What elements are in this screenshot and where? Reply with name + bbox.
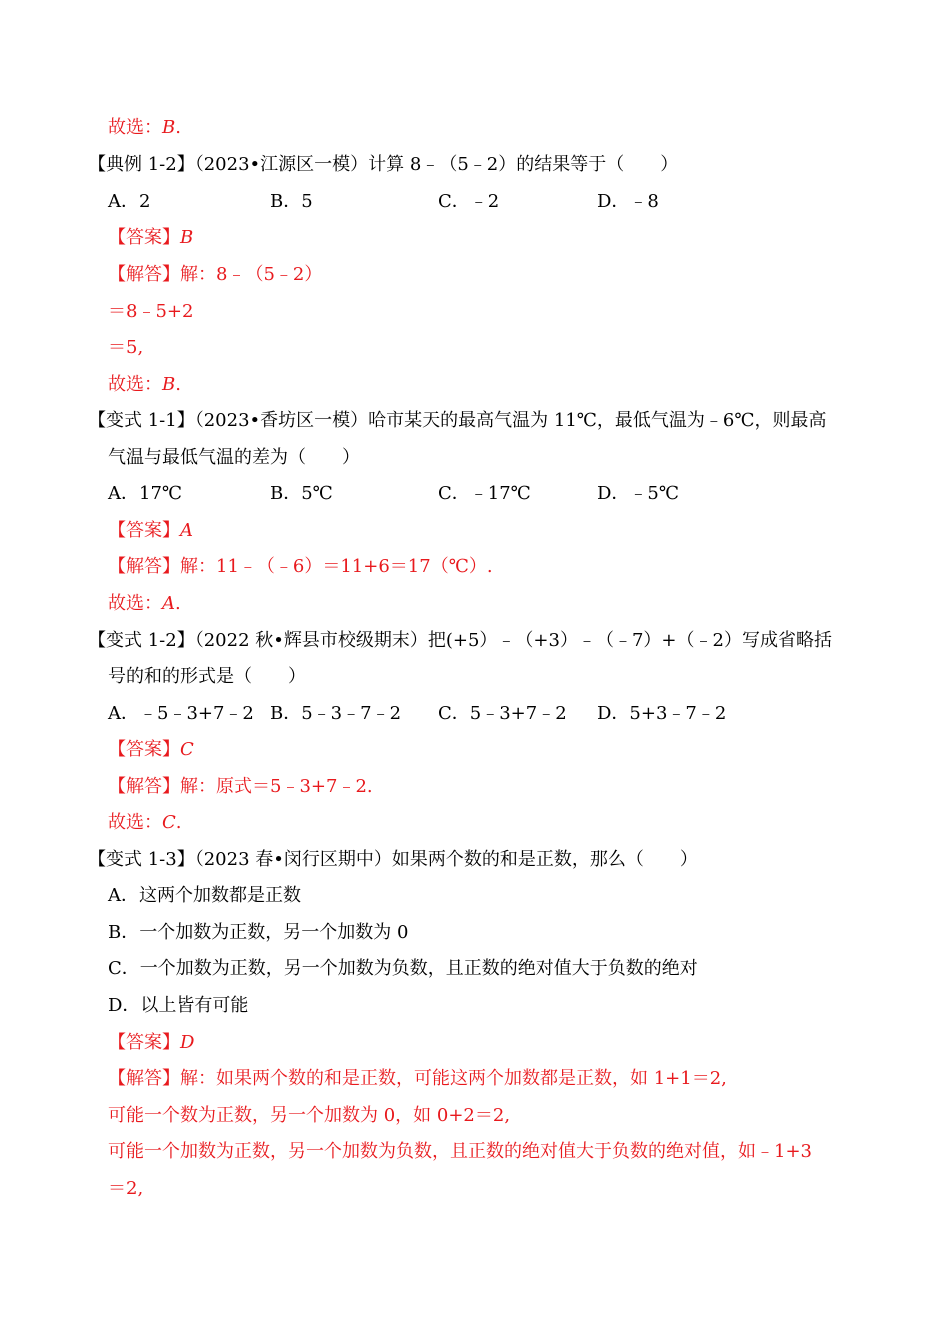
- q3-stem: [88, 629, 832, 653]
- q2-stem: [88, 409, 827, 433]
- choice-value: B: [162, 117, 176, 138]
- choice-prefix: 故选：: [108, 593, 162, 614]
- q2-option-b: B．5℃: [270, 483, 333, 504]
- q1-stem: [88, 153, 678, 177]
- solution-line: 解：如果两个数的和是正数，可能这两个加数都是正数，如 1+1＝2,: [180, 1068, 727, 1089]
- q1-answer: [108, 226, 193, 250]
- prev-choice: [108, 116, 181, 140]
- q2-option-d: D．﹣5℃: [597, 483, 680, 504]
- q4-solution-line-3: 可能一个加数为正数，另一个加数为负数，且正数的绝对值大于负数的绝对值，如﹣1+3: [108, 1141, 812, 1162]
- q3-label: 【变式 1-2】: [88, 630, 195, 651]
- q3-option-b: B．5﹣3﹣7﹣2: [270, 703, 402, 724]
- q3-solution: [108, 775, 373, 799]
- q2-solution: [108, 555, 493, 579]
- answer-label: 【答案】: [108, 227, 180, 248]
- choice-suffix: .: [175, 812, 182, 833]
- solution-line: 解：8﹣（5﹣2）: [180, 264, 323, 285]
- q4-option-c: C．一个加数为正数，另一个加数为负数，且正数的绝对值大于负数的绝对: [108, 958, 698, 979]
- q2-choice: [108, 592, 181, 616]
- solution-label: 【解答】: [108, 776, 180, 797]
- answer-value: C: [180, 739, 194, 760]
- solution-label: 【解答】: [108, 1068, 180, 1089]
- answer-label: 【答案】: [108, 739, 180, 760]
- solution-label: 【解答】: [108, 264, 180, 285]
- answer-value: B: [180, 227, 194, 248]
- choice-value: A: [162, 593, 175, 614]
- q4-label: 【变式 1-3】: [88, 849, 195, 870]
- q1-text: （2023•江源区一模）计算 8﹣（5﹣2）的结果等于（ ）: [194, 154, 679, 175]
- q2-text-line-1: （2023•香坊区一模）哈市某天的最高气温为 11℃，最低气温为﹣6℃，则最高: [194, 410, 827, 431]
- q4-solution-line-4: ＝2,: [108, 1178, 144, 1199]
- q4-text: （2023 春•闵行区期中）如果两个数的和是正数，那么（ ）: [194, 849, 698, 870]
- q4-solution-line-2: 可能一个数为正数，另一个加数为 0，如 0+2＝2,: [108, 1105, 511, 1126]
- q4-solution: [108, 1067, 727, 1091]
- choice-prefix: 故选：: [108, 812, 162, 833]
- q1-solution-line-3: ＝5,: [108, 337, 144, 358]
- q2-label: 【变式 1-1】: [88, 410, 195, 431]
- q2-answer: [108, 519, 193, 543]
- answer-value: D: [180, 1032, 195, 1053]
- q3-stem-line-2: 号的和的形式是（ ）: [108, 666, 306, 687]
- solution-text: 解：11﹣（﹣6）＝11+6＝17（℃）.: [180, 556, 493, 577]
- q1-option-b: B．5: [270, 191, 313, 212]
- solution-label: 【解答】: [108, 556, 180, 577]
- q4-option-a: A．这两个加数都是正数: [108, 885, 301, 906]
- q1-option-d: D．﹣8: [597, 191, 659, 212]
- q4-answer: [108, 1031, 194, 1055]
- q4-option-d: D．以上皆有可能: [108, 995, 249, 1016]
- q3-option-a: A．﹣5﹣3+7﹣2: [108, 703, 254, 724]
- q1-solution: [108, 263, 322, 287]
- q1-solution-line-2: ＝8﹣5+2: [108, 301, 194, 322]
- choice-value: B: [162, 374, 176, 395]
- q1-choice: [108, 373, 181, 397]
- choice-prefix: 故选：: [108, 374, 162, 395]
- choice-suffix: .: [175, 593, 181, 614]
- q2-option-c: C．﹣17℃: [438, 483, 531, 504]
- q3-answer: [108, 738, 194, 762]
- q4-option-b: B．一个加数为正数，另一个加数为 0: [108, 922, 409, 943]
- answer-value: A: [180, 520, 193, 541]
- answer-label: 【答案】: [108, 520, 180, 541]
- q2-stem-line-2: 气温与最低气温的差为（ ）: [108, 447, 360, 468]
- choice-suffix: .: [175, 117, 181, 138]
- solution-text: 解：原式＝5﹣3+7﹣2.: [180, 776, 373, 797]
- q3-choice: [108, 811, 182, 835]
- choice-suffix: .: [175, 374, 181, 395]
- q3-text-line-1: （2022 秋•辉县市校级期末）把(+5）﹣（+3）﹣（﹣7）+（﹣2）写成省略括: [194, 630, 832, 651]
- q3-option-d: D．5+3﹣7﹣2: [597, 703, 727, 724]
- q1-option-a: A．2: [108, 191, 151, 212]
- q3-option-c: C．5﹣3+7﹣2: [438, 703, 567, 724]
- q4-stem: [88, 848, 698, 872]
- q1-option-c: C．﹣2: [438, 191, 500, 212]
- q1-label: 【典例 1-2】: [88, 154, 195, 175]
- answer-label: 【答案】: [108, 1032, 180, 1053]
- choice-prefix: 故选：: [108, 117, 162, 138]
- q2-option-a: A．17℃: [108, 483, 183, 504]
- choice-value: C: [162, 812, 176, 833]
